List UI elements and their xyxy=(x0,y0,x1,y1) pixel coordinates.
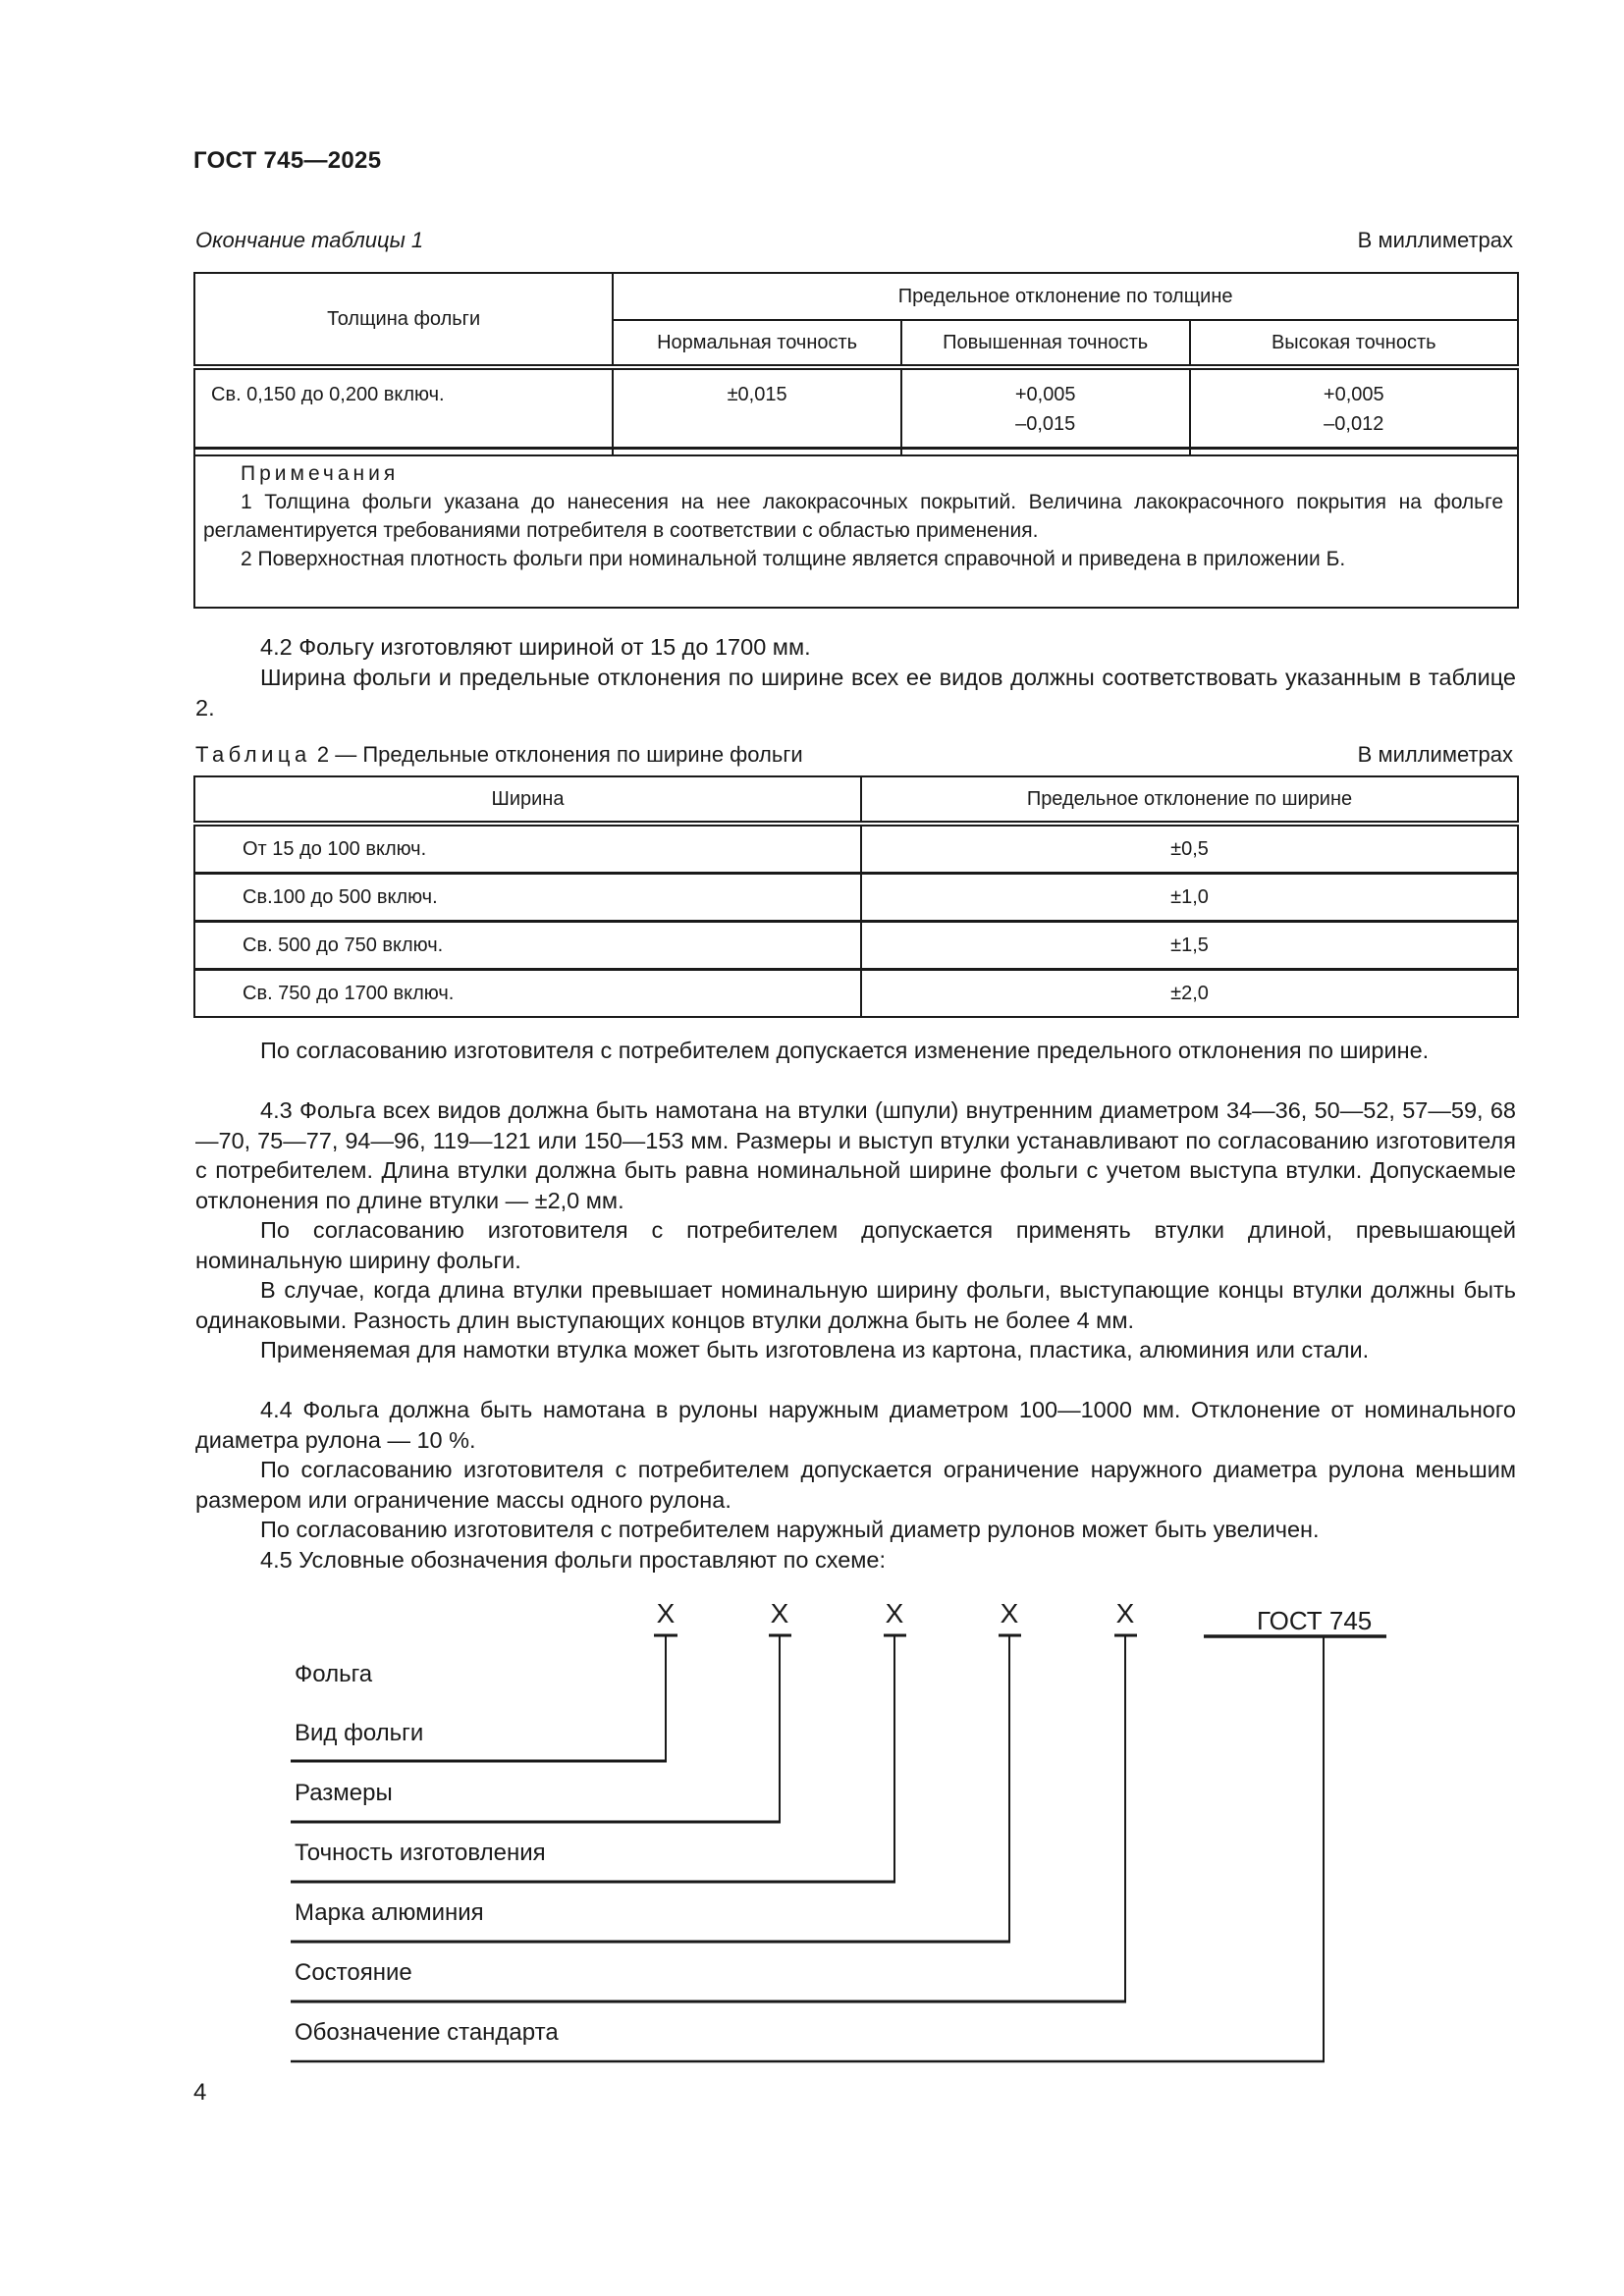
table1-continuation-caption: Окончание таблицы 1 xyxy=(195,228,424,252)
scheme-label-standard: Обозначение стандарта xyxy=(295,2019,559,2046)
scheme-standard: ГОСТ 745 xyxy=(1257,1606,1373,1635)
paragraph-4-2-b: Ширина фольги и предельные отклонения по ширине всех ее видов должны соответствовать указанным в таблице 2. xyxy=(195,665,1516,721)
table1-cell-increased xyxy=(901,367,1190,455)
table1-increased-plus: +0,005 xyxy=(1014,384,1076,405)
paragraph-width-agreement: По согласованию изготовителя с потребителем допускается изменение предельного отклонения по ширине. xyxy=(260,1038,1430,1063)
table1 xyxy=(193,272,1519,456)
table1-header-thickness: Толщина фольги xyxy=(194,273,613,367)
scheme-label-accuracy: Точность изготовления xyxy=(295,1840,546,1866)
table1-cell-high xyxy=(1190,367,1518,455)
paragraph-4-3: 4.3 Фольга всех видов должна быть намотана на втулки (шпули) внутренним диаметром 34—36, 50—52, 57—59, 68—70, 75—77, 94—96, 119—121 или 150—153 мм. Размеры и выступ втулки устанавливают по согласованию изготовителя с потребителем. Длина втулки должна быть равна номинальной ширине фольги с учетом выступа втулки. Допускаемые отклонения по длине втулки — ±2,0 мм. xyxy=(195,1097,1516,1213)
table2-caption xyxy=(195,742,803,768)
paragraph-4-2: 4.2 Фольгу изготовляют шириной от 15 до 1700 мм. xyxy=(260,634,811,660)
designation-scheme xyxy=(0,1571,1624,2081)
paragraph-4-4: 4.4 Фольга должна быть намотана в рулоны наружным диаметром 100—1000 мм. Отклонение от номинального диаметра рулона — 10 %. xyxy=(195,1397,1516,1453)
table1-notes xyxy=(193,447,1519,609)
notes-title: Примечания xyxy=(241,462,400,485)
page-number: 4 xyxy=(193,2079,207,2106)
table-row xyxy=(194,970,1518,1018)
table1-cell-normal: ±0,015 xyxy=(613,367,901,455)
paragraph-4-4-b: По согласованию изготовителя с потребителем допускается ограничение наружного диаметра рулона меньшим размером или ограничение массы одного рулона. xyxy=(195,1457,1516,1513)
table2-cell-deviation: ±1,5 xyxy=(861,922,1518,970)
table2-caption-text: 2 — Предельные отклонения по ширине фольги xyxy=(310,742,803,767)
table-row xyxy=(194,824,1518,874)
table2-cell-width: От 15 до 100 включ. xyxy=(194,824,861,874)
table2-cell-deviation: ±0,5 xyxy=(861,824,1518,874)
paragraph-4-3-d: Применяемая для намотки втулка может быть изготовлена из картона, пластика, алюминия или стали. xyxy=(260,1337,1370,1362)
table2-cell-deviation: ±2,0 xyxy=(861,970,1518,1018)
table-row xyxy=(194,922,1518,970)
table2-header-deviation: Предельное отклонение по ширине xyxy=(861,776,1518,824)
scheme-placeholder-4: X xyxy=(1000,1598,1019,1629)
note-2: 2 Поверхностная плотность фольги при номинальной толщине является справочной и приведена в приложении Б. xyxy=(241,548,1346,570)
table1-cell-thickness: Св. 0,150 до 0,200 включ. xyxy=(194,367,613,455)
scheme-placeholder-2: X xyxy=(770,1598,789,1629)
table2-units: В миллиметрах xyxy=(1357,742,1513,767)
table2-cell-width: Св. 500 до 750 включ. xyxy=(194,922,861,970)
table1-header-group: Предельное отклонение по толщине xyxy=(613,273,1518,320)
scheme-label-foil-type: Вид фольги xyxy=(295,1720,424,1746)
scheme-placeholder-1: X xyxy=(656,1598,676,1629)
table2-cell-width: Св. 750 до 1700 включ. xyxy=(194,970,861,1018)
scheme-placeholder-3: X xyxy=(885,1598,904,1629)
table1-units: В миллиметрах xyxy=(1357,228,1513,252)
table1-header-normal: Нормальная точность xyxy=(613,320,901,367)
table2-caption-prefix: Таблица xyxy=(195,742,311,767)
scheme-placeholder-5: X xyxy=(1115,1598,1135,1629)
table2-cell-width: Св.100 до 500 включ. xyxy=(194,874,861,922)
paragraph-4-4-c: По согласованию изготовителя с потребителем наружный диаметр рулонов может быть увеличен. xyxy=(260,1517,1320,1542)
table1-header-increased: Повышенная точность xyxy=(901,320,1190,367)
note-1: 1 Толщина фольги указана до нанесения на нее лакокрасочных покрытий. Величина лакокрасочного покрытия на фольге регламентируется требованиями потребителя в соответствии с областью применения. xyxy=(203,491,1503,542)
table1-header-high: Высокая точность xyxy=(1190,320,1518,367)
table1-high-minus: –0,012 xyxy=(1324,413,1384,435)
table2-header-width: Ширина xyxy=(194,776,861,824)
paragraph-4-5: 4.5 Условные обозначения фольги проставляют по схеме: xyxy=(260,1547,887,1573)
scheme-lines xyxy=(0,1571,1624,2081)
paragraph-4-3-b: По согласованию изготовителя с потребителем допускается применять втулки длиной, превышающей номинальную ширину фольги. xyxy=(195,1217,1516,1273)
table1-high-plus: +0,005 xyxy=(1323,384,1384,405)
table-row xyxy=(194,874,1518,922)
scheme-label-aluminium-grade: Марка алюминия xyxy=(295,1899,484,1926)
table1-increased-minus: –0,015 xyxy=(1015,413,1076,435)
document-header: ГОСТ 745—2025 xyxy=(193,147,382,174)
table-row xyxy=(194,367,1518,455)
scheme-label-state: Состояние xyxy=(295,1959,412,1986)
table2 xyxy=(193,775,1519,1018)
scheme-label-dimensions: Размеры xyxy=(295,1780,393,1806)
table2-cell-deviation: ±1,0 xyxy=(861,874,1518,922)
paragraph-4-3-c: В случае, когда длина втулки превышает номинальную ширину фольги, выступающие концы втулки должны быть одинаковыми. Разность длин выступающих концов втулки должна быть не более 4 мм. xyxy=(195,1277,1516,1333)
scheme-label-foil: Фольга xyxy=(295,1661,373,1687)
